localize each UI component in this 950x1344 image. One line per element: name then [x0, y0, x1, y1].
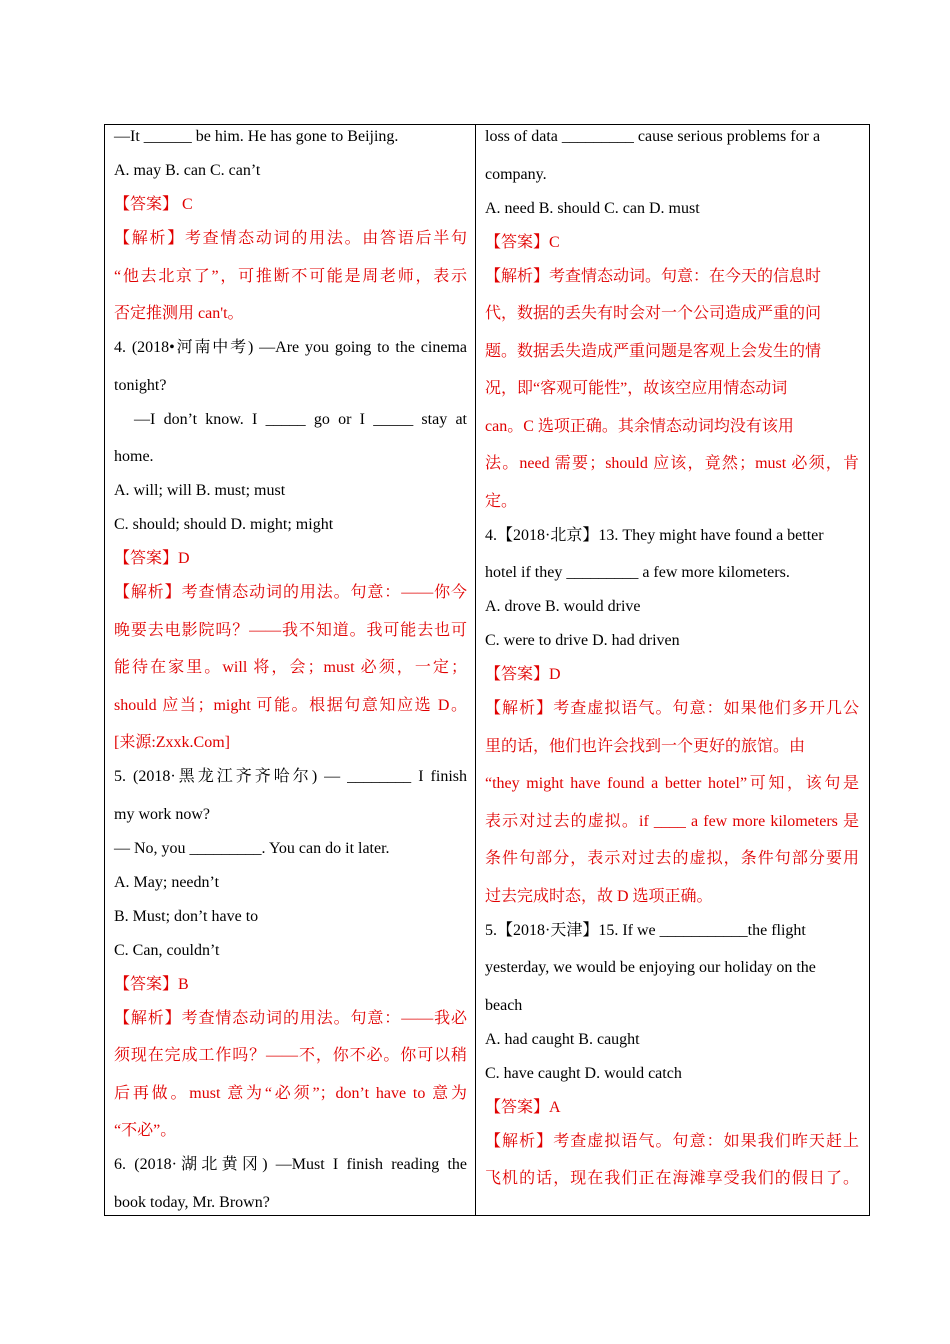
left-column-line: tonight?: [114, 376, 167, 394]
two-column-table: [104, 124, 870, 1216]
right-column-line: 里的话，他们也许会找到一个更好的旅馆。由: [485, 737, 806, 755]
left-column-line: A. will; will B. must; must: [114, 482, 286, 499]
right-column: [476, 125, 869, 1215]
right-column-line: loss of data _________ cause serious problems for a: [485, 128, 821, 145]
right-column-line: C. have caught D. would catch: [485, 1064, 682, 1082]
right-column-line: yesterday, we would be enjoying our holiday on the: [485, 959, 816, 976]
right-column-line: 【答案】D: [485, 666, 561, 683]
left-column-line: 否定推测用 can't。: [114, 305, 244, 322]
right-column-line: A. drove B. would drive: [485, 598, 641, 615]
right-column-line: C. were to drive D. had driven: [485, 632, 680, 649]
right-column-line: 定。: [485, 492, 518, 510]
right-column-line: 题。数据丢失造成严重问题是客观上会发生的情: [485, 342, 822, 360]
right-column-line: 况，即“客观可能性”，故该空应用情态动词: [485, 380, 788, 397]
right-column-line: can。C 选项正确。其余情态动词均没有该用: [485, 417, 794, 435]
left-column-line: my work now?: [114, 805, 210, 823]
left-column-line: 4. (2018•河南中考) —Are you going to the cinema: [114, 339, 467, 356]
left-column-line: 5. (2018·黑龙江齐齐哈尔) — ________ I finish: [114, 768, 467, 785]
right-column-line: A. need B. should C. can D. must: [485, 199, 700, 217]
right-column-line: 飞机的话，现在我们正在海滩享受我们的假日了。: [485, 1170, 859, 1187]
right-column-line: 法。need 需要；should 应该，竟然；must 必须，肯: [485, 455, 859, 472]
left-column-line: should 应当；might 可能。根据句意知应选 D。: [114, 696, 467, 714]
left-column-line: 【解析】考查情态动词的用法。由答语后半句: [114, 230, 467, 247]
left-column-line: A. may B. can C. can’t: [114, 162, 261, 179]
left-column: [105, 125, 476, 1215]
right-column-line: A. had caught B. caught: [485, 1030, 640, 1048]
left-column-line: 须现在完成工作吗？——不，你不必。你可以稍: [114, 1047, 467, 1064]
right-column-line: 条件句部分，表示对过去的虚拟，条件句部分要用: [485, 850, 859, 867]
right-column-line: 5.【2018·天津】15. If we ___________the flight: [485, 921, 806, 939]
right-column-line: 表示对过去的虚拟。if ____ a few more kilometers 是: [485, 812, 859, 830]
left-column-line: 【答案】D: [114, 550, 190, 567]
left-column-line: 【答案】B: [114, 975, 189, 993]
right-column-line: 【解析】考查虚拟语气。句意：如果他们多开几公: [485, 700, 859, 717]
left-column-line: C. should; should D. might; might: [114, 516, 334, 533]
right-column-line: 4.【2018·北京】13. They might have found a better: [485, 526, 824, 544]
left-column-line: 【答案】 C: [114, 196, 193, 213]
right-column-line: beach: [485, 996, 523, 1014]
left-column-line: B. Must; don’t have to: [114, 907, 259, 925]
left-column-line: “不必”。: [114, 1122, 177, 1139]
left-column-line: A. May; needn’t: [114, 873, 220, 891]
right-column-line: “they might have found a better hotel”可知，该句是: [485, 775, 859, 792]
left-column-line: —It ______ be him. He has gone to Beijing.: [114, 128, 399, 145]
left-column-line: home.: [114, 448, 154, 465]
right-column-line: 【答案】A: [485, 1098, 561, 1116]
right-column-line: company.: [485, 165, 547, 183]
left-column-line: 【解析】考查情态动词的用法。句意：——我必: [114, 1009, 467, 1027]
right-column-line: hotel if they _________ a few more kilometers.: [485, 564, 790, 581]
left-column-line: 晚要去电影院吗？——我不知道。我可能去也可: [114, 621, 467, 639]
left-column-line: 能待在家里。will 将，会；must 必须，一定；: [114, 659, 467, 676]
left-column-line: — No, you _________. You can do it later.: [114, 839, 390, 857]
right-column-line: 【答案】C: [485, 233, 560, 251]
right-column-line: 代，数据的丢失有时会对一个公司造成严重的问: [485, 305, 822, 322]
left-column-line: 后再做。must 意为“必须”；don’t have to 意为: [114, 1084, 467, 1102]
left-column-line: “他去北京了”，可推断不可能是周老师，表示: [114, 267, 467, 285]
left-column-line: 【解析】考查情态动词的用法。句意：——你今: [114, 584, 467, 601]
right-column-line: 【解析】考查虚拟语气。句意：如果我们昨天赶上: [485, 1132, 859, 1150]
right-column-line: 【解析】考查情态动词。句意：在今天的信息时: [485, 267, 822, 285]
left-column-line: 6. (2018·湖北黄冈) —Must I finish reading the: [114, 1156, 467, 1173]
right-column-line: 过去完成时态，故 D 选项正确。: [485, 887, 713, 905]
left-column-line: —I don’t know. I _____ go or I _____ stay at: [134, 410, 467, 428]
left-column-line: C. Can, couldn’t: [114, 941, 220, 959]
left-column-line: book today, Mr. Brown?: [114, 1193, 270, 1211]
left-column-line: [来源:Zxxk.Com]: [114, 734, 230, 751]
